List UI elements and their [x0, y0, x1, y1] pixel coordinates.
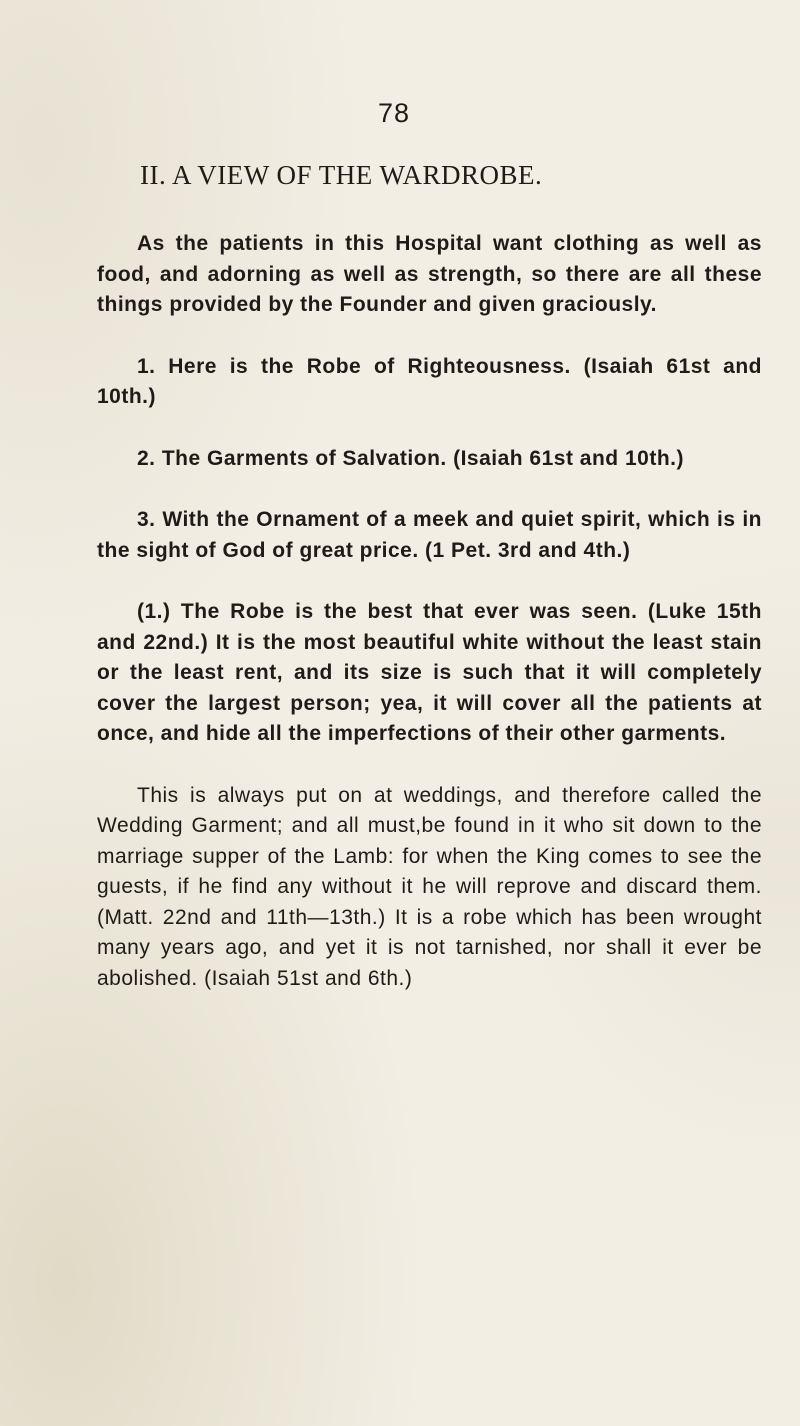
- page-number: 78: [378, 98, 411, 128]
- intro-paragraph: As the patients in this Hospital want clothing as well as food, and adorning as well as strength, so there are all these things provided by the Founder and given graciously.: [97, 232, 762, 316]
- item-3-paragraph: 3. With the Ornament of a meek and quiet spirit, which is in the sight of God of great price. (1 Pet. 3rd and 4th.): [97, 508, 762, 562]
- wedding-garment-paragraph: This is always put on at weddings, and therefore called the Wedding Garment; and all must,be found in it who sit down to the marriage supper of the Lamb: for when the King comes to see the guests, if he find any without it he will reprove and discard them. (Matt. 22nd and 11th—13th.) It is a robe which has been wrought many years ago, and yet it is not tarnished, nor shall it ever be abolished. (Isaiah 51st and 6th.): [97, 783, 762, 990]
- body-text: [97, 229, 762, 1025]
- robe-description-paragraph: (1.) The Robe is the best that ever was seen. (Luke 15th and 22nd.) It is the most beautiful white without the least stain or the least rent, and its size is such that it will completely cover the largest person; yea, it will cover all the patients at once, and hide all the imperfections of their other garments.: [97, 600, 762, 745]
- item-2-paragraph: 2. The Garments of Salvation. (Isaiah 61st and 10th.): [137, 446, 684, 470]
- item-1-paragraph: 1. Here is the Robe of Righteousness. (Isaiah 61st and 10th.): [97, 354, 762, 408]
- section-heading: II. A VIEW OF THE WARDROBE.: [140, 160, 543, 190]
